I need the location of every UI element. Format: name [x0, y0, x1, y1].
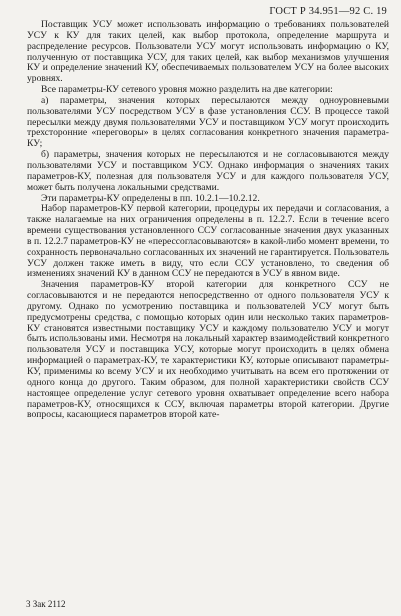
- paragraph: Значения параметров-КУ второй категории для конкретного ССУ не согласовываются и не передаются непосредственно от одного пользователя УСУ к другому. Однако по усмотрению поставщика и пользователей УСУ могут быть предусмотрены средства, с помощью которых один или несколько таких параметров-КУ становятся известными поставщику УСУ и каждому пользователю УСУ и могут быть использованы ими. Несмотря на локальный характер взаимодействий конкретного пользователя УСУ и поставщика УСУ, которые могут происходить в целях обмена информацией о параметрах-КУ, те характеристики КУ, которые описывают параметры-КУ, применимы ко всему УСУ и их необходимо учитывать на всем его протяжении от одного конца до другого. Таким образом, для полной характеристики свойств ССУ настоящее определение услуг сетевого уровня охватывает определение всего набора параметров-КУ, относящихся к ССУ, включая параметры второй категории. Другие вопросы, касающиеся параметров второй кате-: [27, 279, 389, 421]
- paragraph: Набор параметров-КУ первой категории, процедуры их передачи и согласования, а также налагаемые на них ограничения определены в п. 12.2.7. Если в течение всего времени существования установленного ССУ согласованные значения двух указанных в п. 12.2.7 параметров-КУ не «перессогласовываются» в какой-либо момент времени, то сохранность первоначально согласованных их значений не гарантируется. Пользователь УСУ должен также иметь в виду, что если ССУ установлено, то сведения об изменениях значений КУ в данном ССУ не передаются в УСУ в явном виде.: [27, 203, 389, 280]
- list-item-b: б) параметры, значения которых не пересылаются и не согласовываются между пользователями УСУ и поставщиком УСУ. Однако информация о значениях таких параметров-КУ, полезная для пользователя УСУ и для каждого пользователя УСУ, может быть получена локальными средствами.: [27, 149, 389, 193]
- page-footer: 3 Зак 2112: [26, 599, 66, 609]
- body-text: [27, 20, 389, 421]
- paragraph: Эти параметры-КУ определены в пп. 10.2.1—10.2.12.: [41, 192, 260, 204]
- page-header: ГОСТ Р 34.951—92 С. 19: [269, 6, 387, 17]
- list-item-a: а) параметры, значения которых пересылаются между одноуровневыми пользователями УСУ посредством УСУ в фазе установления ССУ. В процессе такой пересылки между двумя пользователями УСУ и поставщиком УСУ могут происходить трехсторонние «переговоры» в целях согласования конкретного значения параметра-КУ;: [27, 94, 389, 150]
- paragraph: Все параметры-КУ сетевого уровня можно разделить на две категории:: [41, 84, 333, 96]
- paragraph: Поставщик УСУ может использовать информацию о требованиях пользователей УСУ к КУ для таких целей, как выбор протокола, определение маршрута и распределение ресурсов. Пользователи УСУ могут использовать информацию о КУ, полученную от поставщика УСУ, для таких целей, как выбор механизмов улучшения КУ и определение значений КУ, обеспечиваемых пользователем УСУ на более высоких уровнях.: [27, 19, 389, 85]
